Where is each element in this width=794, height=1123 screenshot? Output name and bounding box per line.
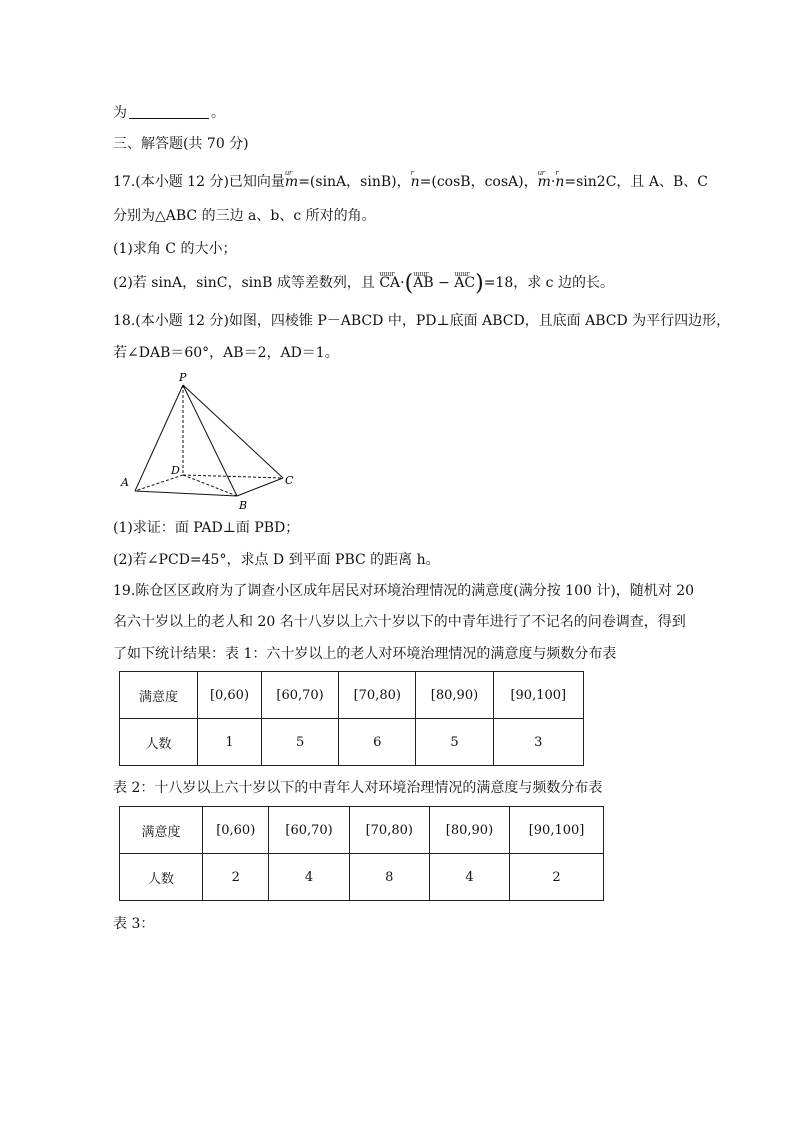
edge-pb bbox=[183, 385, 237, 496]
edge-ab bbox=[135, 491, 237, 496]
table-row bbox=[120, 854, 604, 901]
row-header: 满意度 bbox=[120, 807, 203, 854]
count-cell: 4 bbox=[269, 854, 349, 901]
frequency-table-2 bbox=[119, 806, 604, 901]
text: 为 bbox=[113, 105, 127, 121]
text: 17.(本小题 12 分)已知向量 bbox=[113, 174, 285, 190]
vector-m: ur m bbox=[285, 172, 298, 192]
frequency-table-1 bbox=[119, 671, 584, 766]
row-header: 满意度 bbox=[120, 672, 198, 719]
interval-cell: [70,80) bbox=[339, 672, 416, 719]
q19-stem-line3: 了如下统计结果：表 1：六十岁以上的老人对环境治理情况的满意度与频数分布表 bbox=[113, 646, 617, 662]
count-cell: 8 bbox=[349, 854, 429, 901]
count-cell: 6 bbox=[339, 719, 416, 766]
edge-da bbox=[135, 475, 183, 491]
section-heading: 三、解答题(共 70 分) bbox=[113, 136, 249, 152]
edge-bc bbox=[237, 478, 283, 496]
interval-cell: [60,70) bbox=[261, 672, 338, 719]
q17-part2 bbox=[113, 273, 614, 294]
edge-dc bbox=[183, 475, 283, 478]
label-p: P bbox=[179, 371, 187, 384]
minus: − bbox=[433, 275, 455, 291]
count-cell: 2 bbox=[510, 854, 604, 901]
text: 。 bbox=[211, 105, 225, 121]
interval-cell: [80,90) bbox=[416, 672, 493, 719]
interval-cell: [60,70) bbox=[269, 807, 349, 854]
table-row bbox=[120, 672, 584, 719]
label-c: C bbox=[285, 474, 294, 487]
row-header: 人数 bbox=[120, 719, 198, 766]
text: (2)若 sinA，sinC，sinB 成等差数列，且 bbox=[113, 275, 375, 291]
count-cell: 2 bbox=[203, 854, 269, 901]
count-cell: 5 bbox=[261, 719, 338, 766]
q17-stem-line2: 分别为△ABC 的三边 a、b、c 所对的角。 bbox=[113, 208, 376, 224]
q18-stem-line1: 18.(本小题 12 分)如图，四棱锥 P－ABCD 中，PD⊥底面 ABCD，且底面 ABCD 为平行四边形， bbox=[113, 313, 731, 329]
edge-db bbox=[183, 475, 237, 496]
count-cell: 4 bbox=[429, 854, 509, 901]
count-cell: 5 bbox=[416, 719, 493, 766]
text: =18，求 c 边的长。 bbox=[483, 275, 614, 291]
vector-ac: uuur AC bbox=[454, 273, 475, 293]
edge-pc bbox=[183, 385, 283, 478]
dot: · bbox=[400, 275, 405, 291]
interval-cell: [80,90) bbox=[429, 807, 509, 854]
fill-blank-line bbox=[113, 103, 225, 123]
text: =(sinA，sinB)， bbox=[298, 174, 411, 190]
table-row bbox=[120, 719, 584, 766]
vector-n: r n bbox=[411, 172, 420, 192]
vector-n: r n bbox=[555, 172, 564, 192]
vector-ab: uuur AB bbox=[413, 273, 433, 293]
table-row bbox=[120, 807, 604, 854]
text: =(cosB，cosA)， bbox=[419, 174, 538, 190]
pyramid-figure bbox=[115, 368, 315, 513]
q19-stem-line2: 名六十岁以上的老人和 20 名十八岁以上六十岁以下的中青年进行了不记名的问卷调查，得到 bbox=[113, 614, 686, 630]
q17-stem-line1 bbox=[113, 172, 708, 192]
paren-open: ( bbox=[404, 271, 414, 296]
count-cell: 1 bbox=[198, 719, 262, 766]
interval-cell: [90,100] bbox=[493, 672, 583, 719]
answer-blank bbox=[129, 104, 209, 119]
vector-m: ur m bbox=[538, 172, 551, 192]
row-header: 人数 bbox=[120, 854, 203, 901]
label-a: A bbox=[121, 476, 129, 489]
q18-part2: (2)若∠PCD=45°，求点 D 到平面 PBC 的距离 h。 bbox=[113, 552, 440, 568]
q17-part1: (1)求角 C 的大小； bbox=[113, 241, 237, 257]
interval-cell: [70,80) bbox=[349, 807, 429, 854]
label-b: B bbox=[239, 499, 248, 512]
q18-part1: (1)求证：面 PAD⊥面 PBD； bbox=[113, 520, 300, 536]
interval-cell: [90,100] bbox=[510, 807, 604, 854]
paren-close: ) bbox=[475, 271, 484, 296]
interval-cell: [0,60) bbox=[198, 672, 262, 719]
table2-caption: 表 2：十八岁以上六十岁以下的中青年人对环境治理情况的满意度与频数分布表 bbox=[113, 780, 603, 796]
interval-cell: [0,60) bbox=[203, 807, 269, 854]
q19-stem-line1: 19.陈仓区区政府为了调查小区成年居民对环境治理情况的满意度(满分按 100 计)，随机对 20 bbox=[113, 583, 695, 599]
count-cell: 3 bbox=[493, 719, 583, 766]
dot: · bbox=[550, 174, 556, 190]
label-d: D bbox=[171, 464, 180, 477]
q18-stem-line2: 若∠DAB＝60°，AB＝2，AD＝1。 bbox=[113, 345, 339, 361]
vector-ca: uuur CA bbox=[379, 273, 400, 293]
text: =sin2C，且 A、B、C bbox=[564, 174, 708, 190]
table3-caption: 表 3： bbox=[113, 916, 155, 932]
